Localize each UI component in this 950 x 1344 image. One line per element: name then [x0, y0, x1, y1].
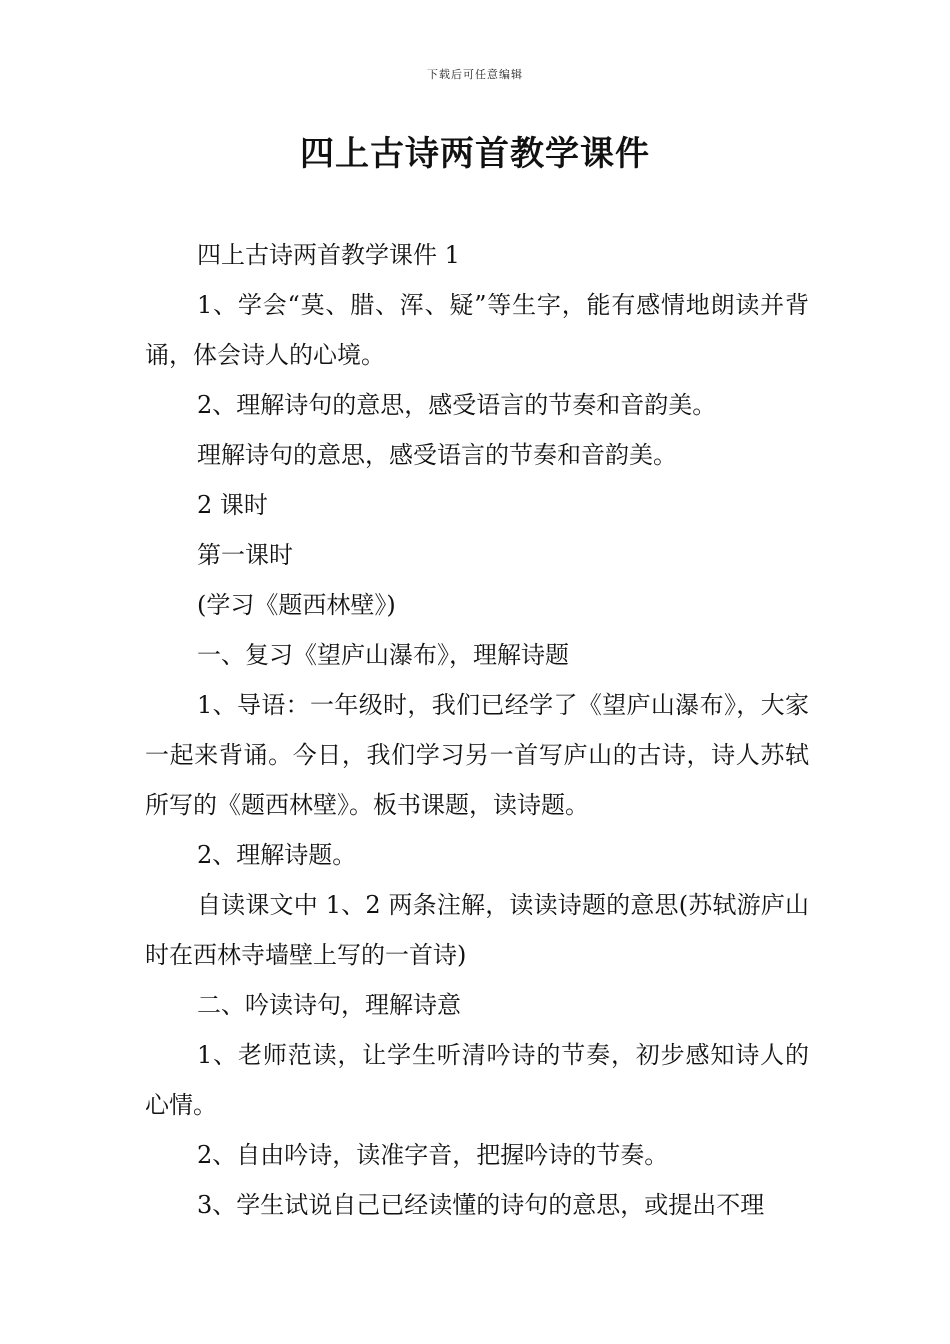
paragraph-class-hours: 2 课时: [197, 491, 268, 519]
document-body: [145, 230, 809, 1230]
paragraph-section-2: 二、吟读诗句，理解诗意: [197, 991, 461, 1019]
paragraph-intro: 1、导语：一年级时，我们已经学了《望庐山瀑布》，大家一起来背诵。今日，我们学习另一首写庐山的古诗，诗人苏轼所写的《题西林壁》。板书课题，读诗题。: [145, 691, 809, 819]
paragraph-understand-title: 2、理解诗题。: [197, 841, 357, 869]
paragraph-self-read: 自读课文中 1、2 两条注解，读读诗题的意思(苏轼游庐山时在西林寺墙壁上写的一首诗): [145, 891, 809, 969]
paragraph-section-1: 一、复习《望庐山瀑布》，理解诗题: [197, 641, 569, 669]
paragraph-lesson-heading: 四上古诗两首教学课件 1: [197, 241, 460, 269]
paragraph-lesson-topic: (学习《题西林壁》): [197, 591, 396, 619]
paragraph-step-3: 3、学生试说自己已经读懂的诗句的意思，或提出不理: [197, 1191, 765, 1219]
paragraph-first-lesson: 第一课时: [197, 541, 293, 569]
paragraph-step-2: 2、自由吟诗，读准字音，把握吟诗的节奏。: [197, 1141, 669, 1169]
paragraph-goal-1: 1、学会“莫、腊、浑、疑”等生字，能有感情地朗读并背诵，体会诗人的心境。: [145, 291, 809, 369]
header-note: 下载后可任意编辑: [427, 68, 523, 81]
paragraph-goal-2: 2、理解诗句的意思，感受语言的节奏和音韵美。: [197, 391, 717, 419]
paragraph-key-point: 理解诗句的意思，感受语言的节奏和音韵美。: [197, 441, 677, 469]
paragraph-step-1: 1、老师范读，让学生听清吟诗的节奏，初步感知诗人的心情。: [145, 1041, 809, 1119]
document-title: 四上古诗两首教学课件: [300, 134, 650, 174]
